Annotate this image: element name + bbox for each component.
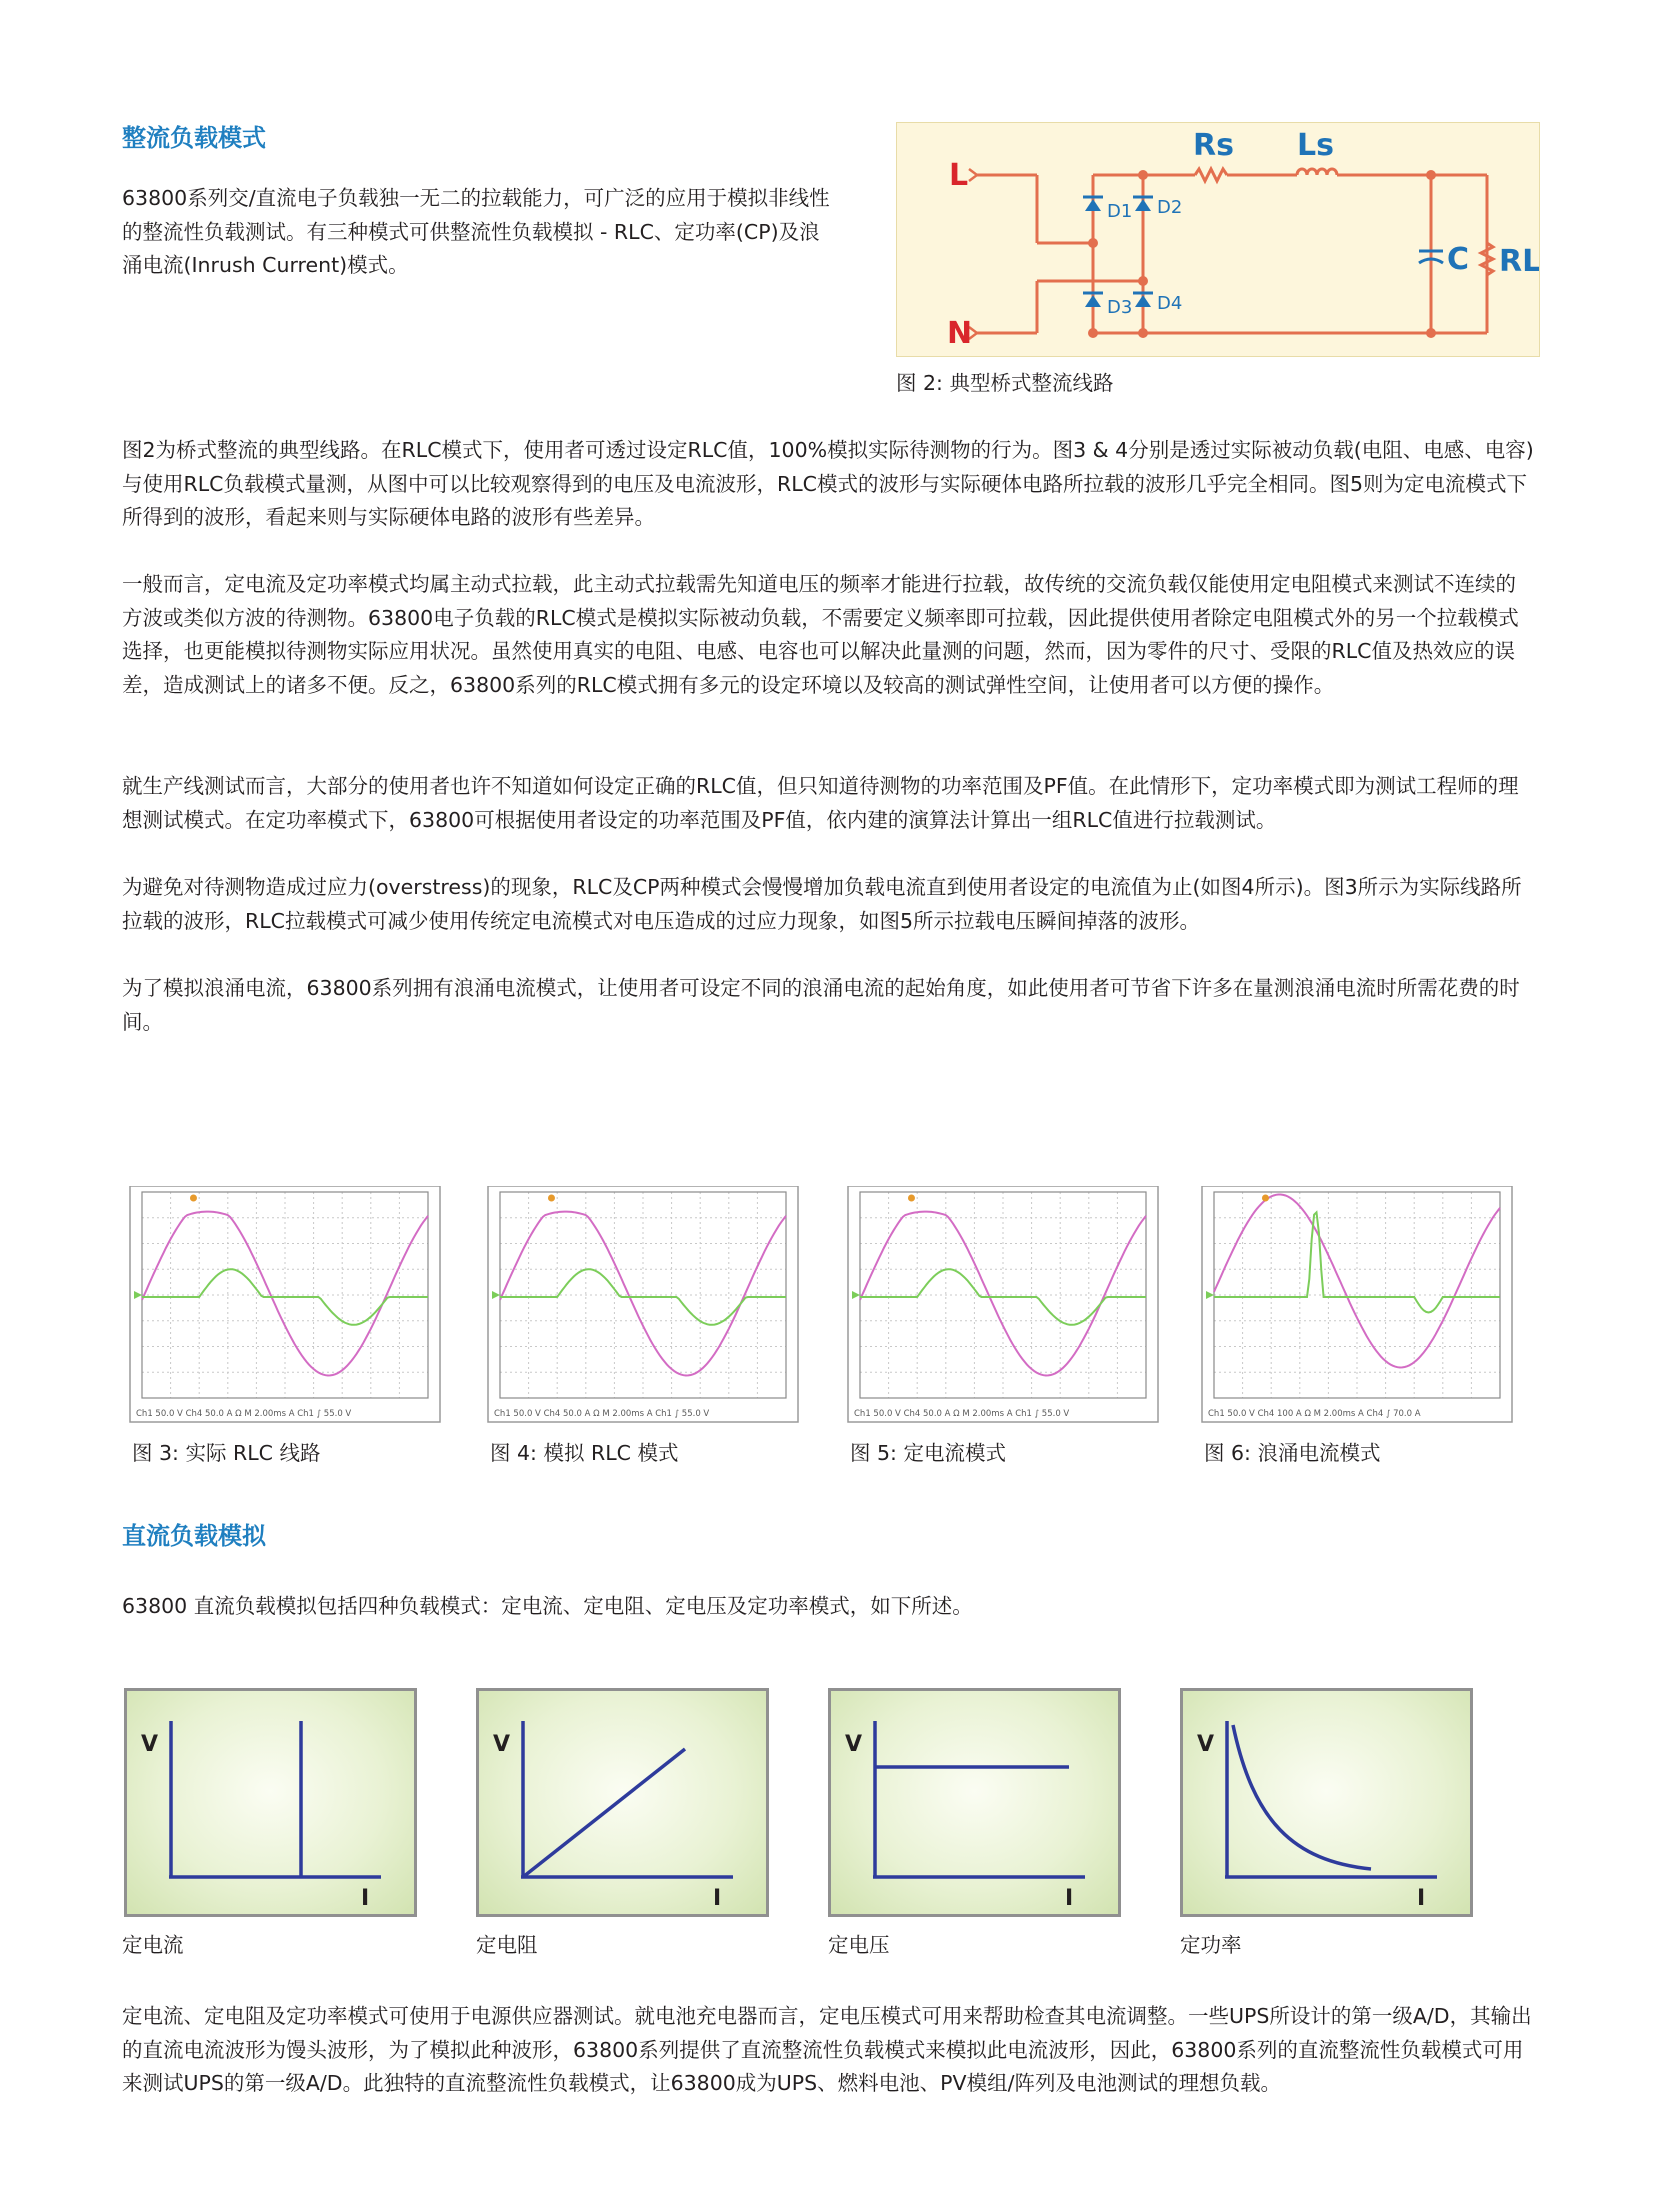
label-L: L: [949, 158, 969, 193]
bridge-rectifier-diagram: [896, 122, 1540, 357]
label-D2: D2: [1157, 197, 1183, 218]
graph-1-v-label: V: [141, 1732, 159, 1757]
scope-status-4: Ch1 50.0 V Ch4 50.0 A Ω M 2.00ms A Ch1 ∫ 55.0 V: [494, 1409, 710, 1419]
graph-3-i-label: I: [1065, 1886, 1074, 1911]
graph-4-i-label: I: [1417, 1886, 1426, 1911]
scope-status-3: Ch1 50.0 V Ch4 50.0 A Ω M 2.00ms A Ch1 ∫ 55.0 V: [136, 1409, 352, 1419]
graph-2-v-label: V: [493, 1732, 511, 1757]
scope-status-5: Ch1 50.0 V Ch4 50.0 A Ω M 2.00ms A Ch1 ∫ 55.0 V: [854, 1409, 1070, 1419]
graph-4-v-label: V: [1197, 1732, 1215, 1757]
graph-3-v-label: V: [845, 1732, 863, 1757]
graph-2-i-label: I: [713, 1886, 722, 1911]
scope-caption-4: 图 4: 模拟 RLC 模式: [490, 1441, 679, 1465]
label-D3: D3: [1107, 297, 1133, 318]
graph-caption-constant-voltage: 定电压: [828, 1933, 890, 1957]
paragraph-2: 一般而言，定电流及定功率模式均属主动式拉载，此主动式拉载需先知道电压的频率才能进行拉载，故传统的交流负载仅能使用定电阻模式来测试不连续的方波或类似方波的待测物。63800电子负载的RLC模式是模拟实际被动负载，不需要定义频率即可拉载，因此提供使用者除定电阻模式外的另一个拉载模式选择，也更能模拟待测物实际应用状况。虽然使用真实的电阻、电感、电容也可以解决此量测的问题，然而，因为零件的尺寸、受限的RLC值及热效应的误差，造成测试上的诸多不便。反之，63800系列的RLC模式拥有多元的设定环境以及较高的测试弹性空间，让使用者可以方便的操作。: [122, 572, 1519, 697]
label-D4: D4: [1157, 293, 1183, 314]
scope-panel-3: [130, 1186, 440, 1422]
scope-caption-3: 图 3: 实际 RLC 线路: [132, 1441, 321, 1465]
scopes-svg: [120, 1186, 1520, 1436]
scope-status-6: Ch1 50.0 V Ch4 100 A Ω M 2.00ms A Ch4 ∫ 70.0 A: [1208, 1409, 1421, 1419]
label-D1: D1: [1107, 201, 1133, 222]
label-RL: RL: [1499, 244, 1539, 279]
scope-panel-4: [488, 1186, 798, 1422]
graph-constant-voltage: [828, 1688, 1121, 1917]
scope-panel-6: [1202, 1186, 1512, 1422]
scope-row: [120, 1186, 1520, 1476]
paragraph-5: 为了模拟浪涌电流，63800系列拥有浪涌电流模式，让使用者可设定不同的浪涌电流的起始角度，如此使用者可节省下许多在量测浪涌电流时所需花费的时间。: [122, 976, 1520, 1034]
circuit-caption: 图 2: 典型桥式整流线路: [896, 371, 1114, 395]
dc-closing: 定电流、定电阻及定功率模式可使用于电源供应器测试。就电池充电器而言，定电压模式可用来帮助检查其电流调整。一些UPS所设计的第一级A/D，其输出的直流电流波形为馒头波形，为了模拟此种波形，63800系列提供了直流整流性负载模式来模拟此电流波形，因此，63800系列的直流整流性负载模式可用来测试UPS的第一级A/D。此独特的直流整流性负载模式，让63800成为UPS、燃料电池、PV模组/阵列及电池测试的理想负载。: [122, 2004, 1532, 2095]
scope-panel-5: [848, 1186, 1158, 1422]
circuit-svg: [897, 123, 1539, 356]
graph-1-i-label: I: [361, 1886, 370, 1911]
paragraph-4: 为避免对待测物造成过应力(overstress)的现象，RLC及CP两种模式会慢慢增加负载电流直到使用者设定的电流值为止(如图4所示)。图3所示为实际线路所拉载的波形，RLC拉载模式可减少使用传统定电流模式对电压造成的过应力现象，如图5所示拉载电压瞬间掉落的波形。: [122, 875, 1522, 933]
graph-constant-current: [124, 1688, 417, 1917]
graph-constant-resistance: [476, 1688, 769, 1917]
label-Ls: Ls: [1297, 128, 1334, 163]
scope-caption-6: 图 6: 浪涌电流模式: [1204, 1441, 1381, 1465]
scope-caption-5: 图 5: 定电流模式: [850, 1441, 1006, 1465]
graph-caption-constant-current: 定电流: [122, 1933, 184, 1957]
label-C: C: [1447, 242, 1470, 277]
rectified-intro: 63800系列交/直流电子负载独一无二的拉载能力，可广泛的应用于模拟非线性的整流性负载测试。有三种模式可供整流性负载模拟 - RLC、定功率(CP)及浪涌电流(Inrush Current)模式。: [122, 186, 830, 277]
dc-intro: 63800 直流负载模拟包括四种负载模式：定电流、定电阻、定电压及定功率模式，如下所述。: [122, 1594, 973, 1618]
graph-caption-constant-power: 定功率: [1180, 1933, 1242, 1957]
section-title-dc: 直流负载模拟: [122, 1522, 266, 1550]
label-Rs: Rs: [1193, 128, 1234, 163]
graph-constant-power: [1180, 1688, 1473, 1917]
paragraph-3: 就生产线测试而言，大部分的使用者也许不知道如何设定正确的RLC值，但只知道待测物的功率范围及PF值。在此情形下，定功率模式即为测试工程师的理想测试模式。在定功率模式下，63800可根据使用者设定的功率范围及PF值，依内建的演算法计算出一组RLC值进行拉载测试。: [122, 774, 1519, 832]
section-title-rectified: 整流负载模式: [122, 124, 266, 152]
paragraph-1: 图2为桥式整流的典型线路。在RLC模式下，使用者可透过设定RLC值，100%模拟实际待测物的行为。图3 & 4分别是透过实际被动负载(电阻、电感、电容)与使用RLC负载模式量测，从图中可以比较观察得到的电压及电流波形，RLC模式的波形与实际硬体电路所拉载的波形几乎完全相同。图5则为定电流模式下所得到的波形，看起来则与实际硬体电路的波形有些差异。: [122, 438, 1534, 529]
label-N: N: [947, 316, 973, 351]
graph-caption-constant-resistance: 定电阻: [476, 1933, 538, 1957]
